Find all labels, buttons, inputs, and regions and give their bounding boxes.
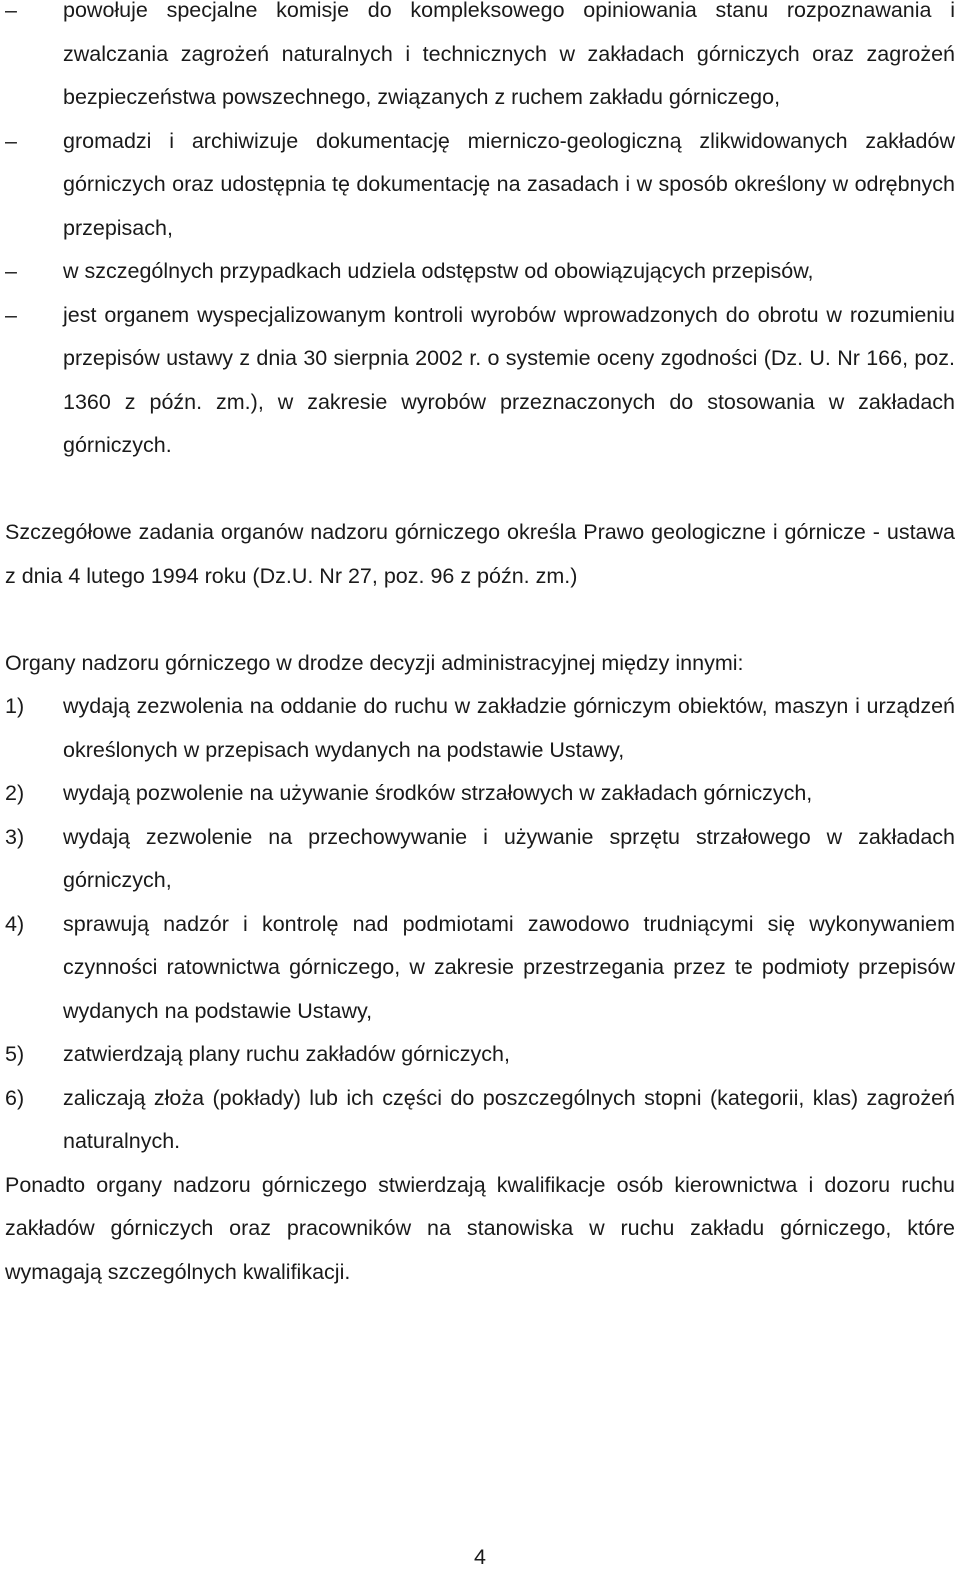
numbered-item [5, 1077, 955, 1164]
page-number: 4 [474, 1545, 486, 1569]
number-marker: 5) [5, 1042, 25, 1066]
paragraph-gap [5, 468, 955, 512]
bullet-item [5, 0, 955, 120]
numbered-text: sprawują nadzór i kontrolę nad podmiotami zawodowo trudniącymi się wykonywaniem czynności ratownictwa górniczego, w zakresie przestrzegania przez te podmioty przepisów wydanych na podstawie Ustawy, [63, 911, 955, 1023]
number-marker: 4) [5, 911, 25, 936]
numbered-text: zaliczają złoża (pokłady) lub ich części do poszczególnych stopni (kategorii, klas) zagrożeń naturalnych. [63, 1085, 955, 1153]
paragraph-gap [5, 598, 955, 642]
paragraph-qualifications: Ponadto organy nadzoru górniczego stwierdzają kwalifikacje osób kierownictwa i dozoru ruchu zakładów górniczych oraz pracowników na stanowiska w ruchu zakładu górniczego, które wymagają szczególnych kwalifikacji. [5, 1172, 955, 1284]
numbered-item [5, 903, 955, 1034]
document-page [5, 0, 955, 1294]
bullet-text: powołuje specjalne komisje do kompleksowego opiniowania stanu rozpoznawania i zwalczania zagrożeń naturalnych i technicznych w zakładach górniczych oraz zagrożeń bezpieczeństwa powszechnego, związanych z ruchem zakładu górniczego, [63, 0, 955, 109]
bullet-item [5, 250, 955, 294]
bullet-text: jest organem wyspecjalizowanym kontroli wyrobów wprowadzonych do obrotu w rozumieniu przepisów ustawy z dnia 30 sierpnia 2002 r. o systemie oceny zgodności (Dz. U. Nr 166, poz. 1360 z późn. zm.), w zakresie wyrobów przeznaczonych do stosowania w zakładach górniczych. [63, 302, 955, 457]
bullet-item [5, 120, 955, 251]
numbered-text: wydają zezwolenie na przechowywanie i używanie sprzętu strzałowego w zakładach górniczych, [63, 824, 955, 892]
list-intro: Organy nadzoru górniczego w drodze decyzji administracyjnej między innymi: [5, 650, 744, 675]
number-marker: 1) [5, 694, 25, 718]
numbered-text: zatwierdzają plany ruchu zakładów górniczych, [63, 1042, 510, 1066]
numbered-text: wydają pozwolenie na używanie środków strzałowych w zakładach górniczych, [63, 781, 813, 805]
number-marker: 3) [5, 824, 25, 849]
numbered-item [5, 772, 955, 816]
numbered-item [5, 685, 955, 772]
numbered-text: wydają zezwolenia na oddanie do ruchu w zakładzie górniczym obiektów, maszyn i urządzeń określonych w przepisach wydanych na podstawie Ustawy, [63, 694, 955, 762]
number-marker: 6) [5, 1085, 25, 1110]
bullet-text: gromadzi i archiwizuje dokumentację mierniczo-geologiczną zlikwidowanych zakładów górniczych oraz udostępnia tę dokumentację na zasadach i w sposób określony w odrębnych przepisach, [63, 128, 955, 240]
numbered-item [5, 816, 955, 903]
dash-marker: – [5, 302, 17, 327]
bullet-item [5, 294, 955, 468]
bullet-text: w szczególnych przypadkach udziela odstępstw od obowiązujących przepisów, [63, 259, 814, 283]
dash-marker: – [5, 259, 17, 283]
paragraph-tasks: Szczegółowe zadania organów nadzoru górniczego określa Prawo geologiczne i górnicze - ustawa z dnia 4 lutego 1994 roku (Dz.U. Nr 27, poz. 96 z późn. zm.) [5, 520, 955, 588]
numbered-item [5, 1033, 955, 1077]
dash-marker: – [5, 0, 17, 22]
dash-marker: – [5, 128, 17, 153]
number-marker: 2) [5, 781, 25, 805]
